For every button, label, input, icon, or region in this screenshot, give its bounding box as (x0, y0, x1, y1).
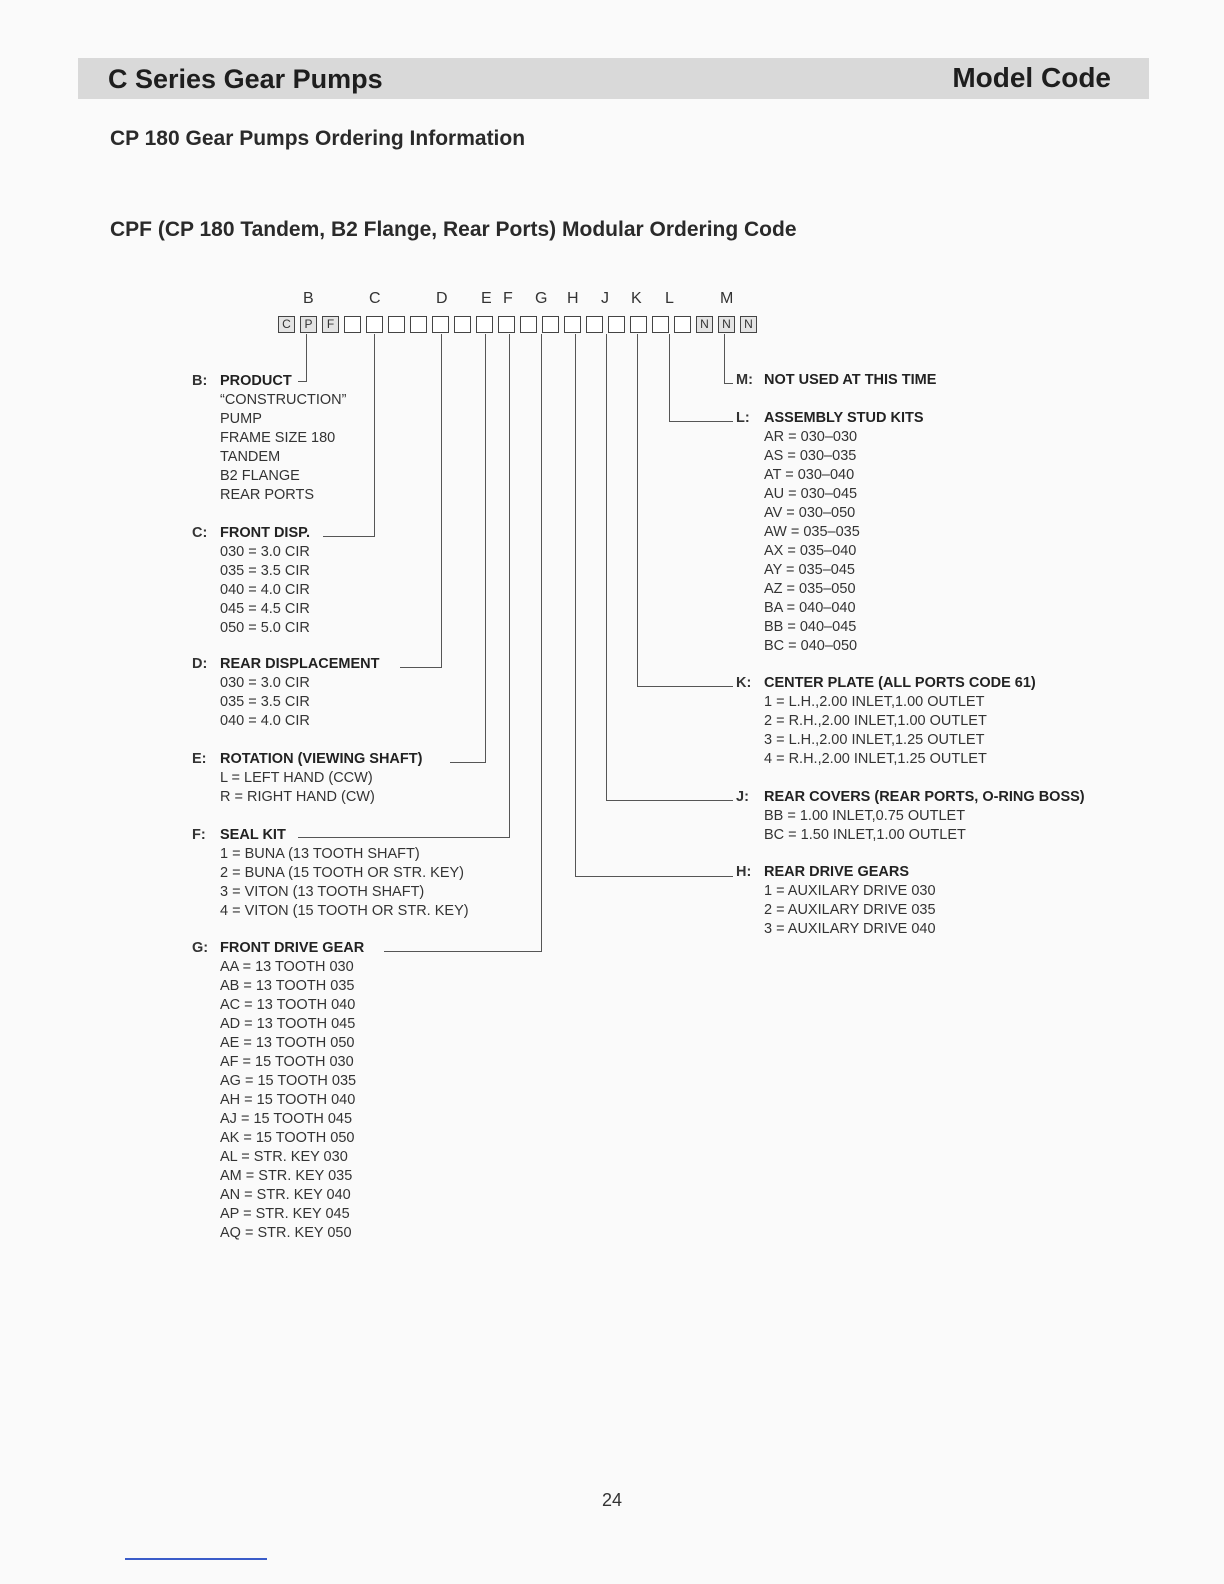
code-box (476, 316, 493, 333)
option-item: L = LEFT HAND (CCW) (220, 770, 373, 786)
option-item: TANDEM (220, 449, 281, 465)
section-title: PRODUCT (220, 373, 292, 389)
ordering-code-title: CPF (CP 180 Tandem, B2 Flange, Rear Ports) Modular Ordering Code (110, 218, 797, 241)
option-item: 040 = 4.0 CIR (220, 713, 310, 729)
section-title: REAR DRIVE GEARS (764, 864, 910, 880)
section-items (764, 882, 936, 939)
option-item: AL = STR. KEY 030 (220, 1149, 348, 1165)
connector-line (441, 334, 442, 668)
option-item: AW = 035–035 (764, 524, 860, 540)
connector-line (606, 334, 607, 801)
section-key: D: (192, 656, 208, 672)
option-item: 040 = 4.0 CIR (220, 582, 310, 598)
page-number: 24 (601, 1490, 623, 1510)
option-item: “CONSTRUCTION” (220, 392, 347, 408)
section-title: ASSEMBLY STUD KITS (764, 410, 924, 426)
section-items (220, 674, 310, 731)
code-box: C (278, 316, 295, 333)
section-title: NOT USED AT THIS TIME (764, 372, 937, 388)
code-box: F (322, 316, 339, 333)
code-box (388, 316, 405, 333)
code-letter: M (720, 290, 734, 307)
code-box (608, 316, 625, 333)
section-key: L: (736, 410, 750, 426)
option-item: AA = 13 TOOTH 030 (220, 959, 354, 975)
option-item: AD = 13 TOOTH 045 (220, 1016, 356, 1032)
code-box: P (300, 316, 317, 333)
connector-line (374, 334, 375, 537)
option-item: 030 = 3.0 CIR (220, 675, 310, 691)
section-title: REAR COVERS (REAR PORTS, O-RING BOSS) (764, 789, 1085, 805)
code-letter: D (436, 290, 448, 307)
section-key: E: (192, 751, 207, 767)
option-item: AB = 13 TOOTH 035 (220, 978, 355, 994)
footer-rule (125, 1558, 267, 1560)
option-item: AF = 15 TOOTH 030 (220, 1054, 354, 1070)
connector-line (606, 800, 733, 801)
code-box (432, 316, 449, 333)
option-item: AN = STR. KEY 040 (220, 1187, 351, 1203)
option-item: 1 = L.H.,2.00 INLET,1.00 OUTLET (764, 694, 985, 710)
connector-line (575, 334, 576, 877)
section-items (220, 958, 356, 1243)
header-banner (78, 58, 1149, 99)
option-item: 1 = BUNA (13 TOOTH SHAFT) (220, 846, 420, 862)
option-item: 030 = 3.0 CIR (220, 544, 310, 560)
connector-line (724, 334, 725, 384)
connector-line (450, 762, 486, 763)
section-key: J: (736, 789, 749, 805)
connector-line (637, 334, 638, 687)
option-item: 2 = R.H.,2.00 INLET,1.00 OUTLET (764, 713, 987, 729)
section-items (220, 543, 310, 638)
option-item: AJ = 15 TOOTH 045 (220, 1111, 353, 1127)
connector-line (298, 837, 510, 838)
option-item: 1 = AUXILARY DRIVE 030 (764, 883, 936, 899)
header-title: C Series Gear Pumps (108, 64, 383, 94)
option-item: AZ = 035–050 (764, 581, 856, 597)
connector-line (541, 334, 542, 952)
header-model-code: Model Code (952, 62, 1111, 93)
code-box (520, 316, 537, 333)
option-item: 3 = AUXILARY DRIVE 040 (764, 921, 936, 937)
option-item: 035 = 3.5 CIR (220, 694, 310, 710)
section-title: FRONT DISP. (220, 525, 310, 541)
code-letter: K (631, 290, 642, 307)
section-items (220, 845, 469, 921)
section-key: C: (192, 525, 208, 541)
connector-line (298, 381, 307, 382)
option-item: AH = 15 TOOTH 040 (220, 1092, 356, 1108)
option-item: BB = 040–045 (764, 619, 857, 635)
code-box (542, 316, 559, 333)
code-box (586, 316, 603, 333)
option-item: AC = 13 TOOTH 040 (220, 997, 356, 1013)
option-item: AT = 030–040 (764, 467, 855, 483)
code-box: N (718, 316, 735, 333)
code-box (410, 316, 427, 333)
option-item: AG = 15 TOOTH 035 (220, 1073, 357, 1089)
section-key: B: (192, 373, 208, 389)
section-items (220, 769, 375, 807)
connector-line (384, 951, 542, 952)
option-item: BB = 1.00 INLET,0.75 OUTLET (764, 808, 966, 824)
section-key: K: (736, 675, 752, 691)
option-item: AS = 030–035 (764, 448, 857, 464)
option-item: 050 = 5.0 CIR (220, 620, 310, 636)
option-item: AV = 030–050 (764, 505, 856, 521)
connector-line (724, 383, 733, 384)
code-letter: H (567, 290, 579, 307)
option-item: 3 = L.H.,2.00 INLET,1.25 OUTLET (764, 732, 985, 748)
option-item: BC = 040–050 (764, 638, 858, 654)
code-letter: L (665, 290, 674, 307)
code-letter: G (535, 290, 548, 307)
option-item: 2 = AUXILARY DRIVE 035 (764, 902, 936, 918)
option-item: 4 = VITON (15 TOOTH OR STR. KEY) (220, 903, 469, 919)
connector-line (669, 334, 670, 422)
connector-line (575, 876, 733, 877)
code-box (344, 316, 361, 333)
option-item: B2 FLANGE (220, 468, 300, 484)
option-item: AP = STR. KEY 045 (220, 1206, 350, 1222)
option-item: BA = 040–040 (764, 600, 856, 616)
section-key: F: (192, 827, 206, 843)
code-box: N (696, 316, 713, 333)
option-item: 4 = R.H.,2.00 INLET,1.25 OUTLET (764, 751, 987, 767)
code-letter: B (303, 290, 314, 307)
section-items (764, 693, 987, 769)
code-letter: J (601, 290, 609, 307)
option-item: AM = STR. KEY 035 (220, 1168, 353, 1184)
code-box (674, 316, 691, 333)
option-item: AU = 030–045 (764, 486, 858, 502)
section-title: ROTATION (VIEWING SHAFT) (220, 751, 423, 767)
section-key: M: (736, 372, 753, 388)
code-letter: E (481, 290, 492, 307)
option-item: 035 = 3.5 CIR (220, 563, 310, 579)
option-item: FRAME SIZE 180 (220, 430, 336, 446)
connector-line (509, 334, 510, 838)
option-item: PUMP (220, 411, 262, 427)
option-item: REAR PORTS (220, 487, 315, 503)
option-item: AY = 035–045 (764, 562, 855, 578)
option-item: BC = 1.50 INLET,1.00 OUTLET (764, 827, 966, 843)
connector-line (485, 334, 486, 763)
option-item: 3 = VITON (13 TOOTH SHAFT) (220, 884, 425, 900)
section-key: H: (736, 864, 752, 880)
connector-line (306, 334, 307, 382)
option-item: AK = 15 TOOTH 050 (220, 1130, 355, 1146)
connector-line (637, 686, 733, 687)
code-box (366, 316, 383, 333)
section-items (764, 807, 966, 845)
code-box (630, 316, 647, 333)
section-items (220, 391, 346, 505)
option-item: AX = 035–040 (764, 543, 857, 559)
option-item: AQ = STR. KEY 050 (220, 1225, 352, 1241)
section-items (764, 428, 860, 656)
option-item: AR = 030–030 (764, 429, 858, 445)
section-title: SEAL KIT (220, 827, 286, 843)
option-item: AE = 13 TOOTH 050 (220, 1035, 355, 1051)
code-box (498, 316, 515, 333)
option-item: 045 = 4.5 CIR (220, 601, 310, 617)
connector-line (323, 536, 375, 537)
code-letter: F (503, 290, 513, 307)
page-subtitle: CP 180 Gear Pumps Ordering Information (110, 127, 526, 150)
connector-line (669, 421, 733, 422)
section-title: REAR DISPLACEMENT (220, 656, 380, 672)
code-box (454, 316, 471, 333)
section-title: CENTER PLATE (ALL PORTS CODE 61) (764, 675, 1036, 691)
option-item: R = RIGHT HAND (CW) (220, 789, 375, 805)
code-box (564, 316, 581, 333)
option-item: 2 = BUNA (15 TOOTH OR STR. KEY) (220, 865, 465, 881)
code-letter: C (369, 290, 381, 307)
code-box: N (740, 316, 757, 333)
code-box (652, 316, 669, 333)
section-key: G: (192, 940, 209, 956)
section-title: FRONT DRIVE GEAR (220, 940, 365, 956)
connector-line (400, 667, 442, 668)
